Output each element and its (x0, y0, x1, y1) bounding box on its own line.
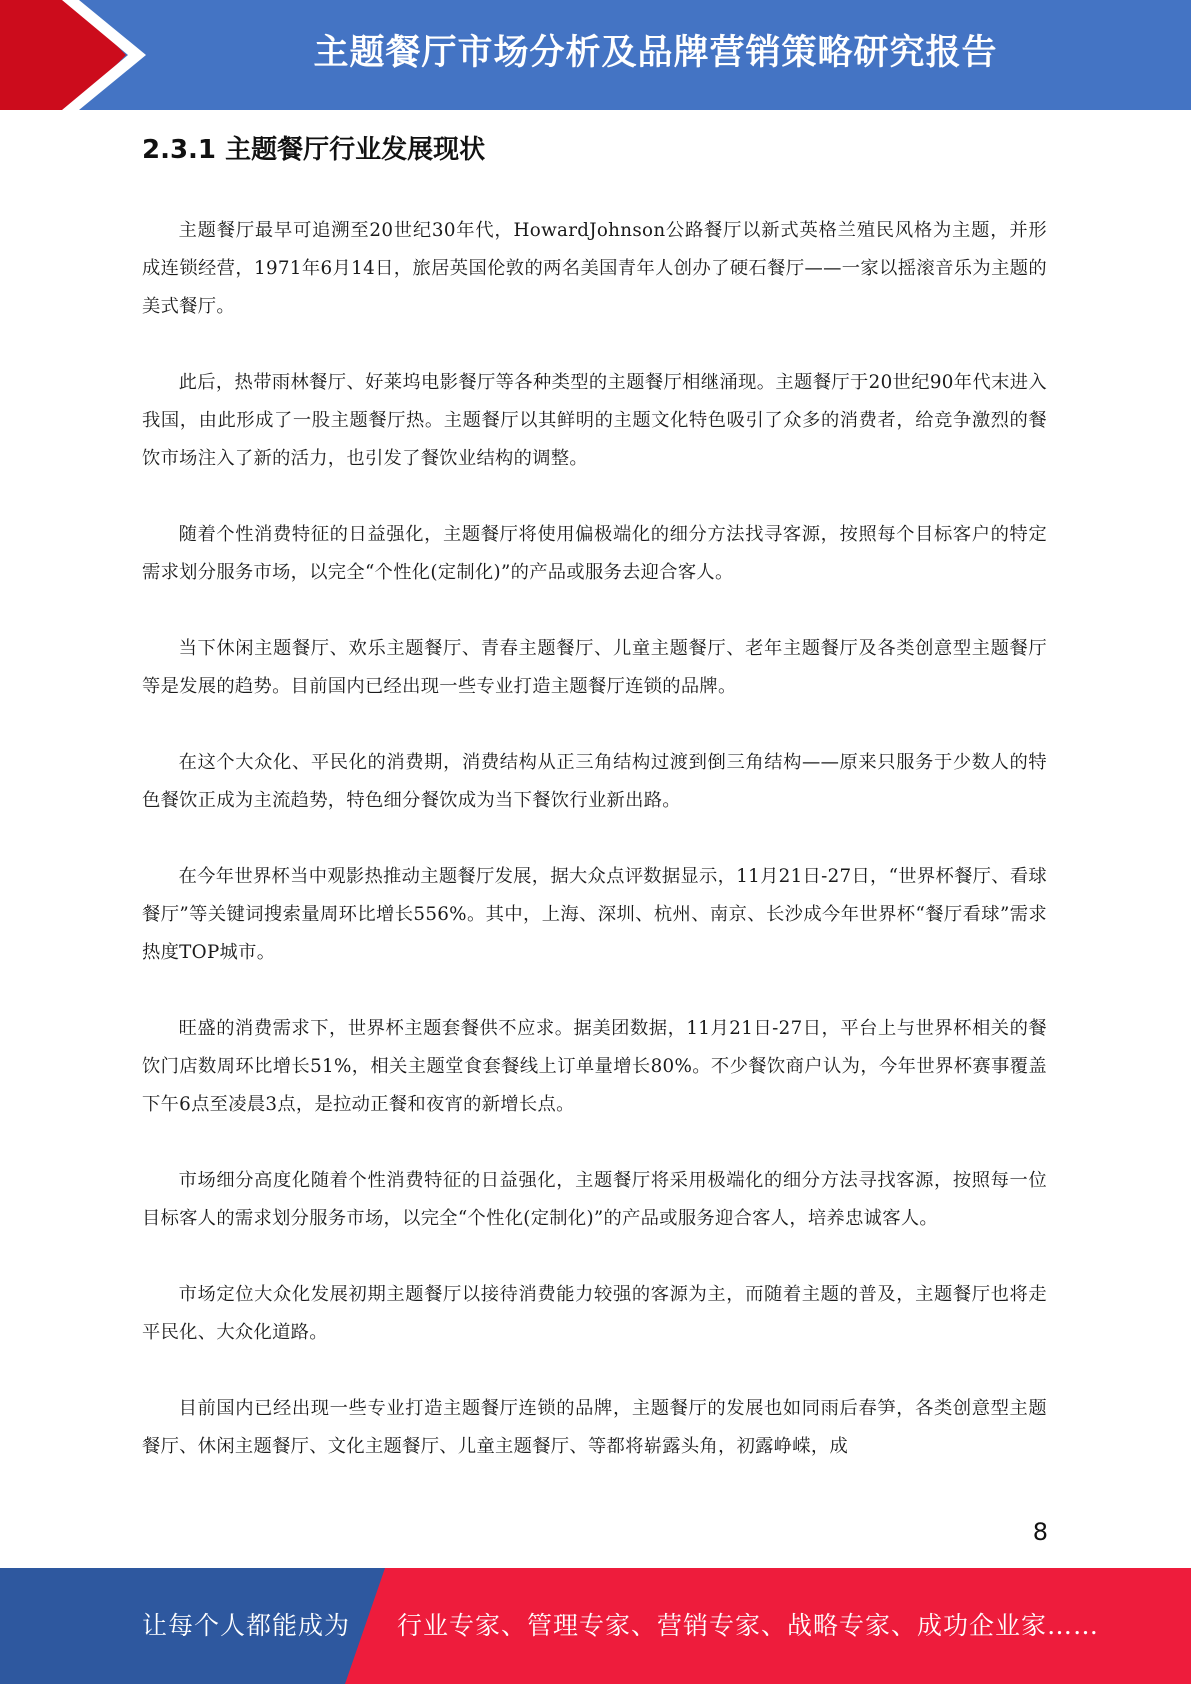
paragraph: 市场细分高度化随着个性消费特征的日益强化，主题餐厅将采用极端化的细分方法寻找客源，按照每一位目标客人的需求划分服务市场，以完全“个性化(定制化)”的产品或服务迎合客人，培养忠诚客人。 (142, 1170, 1047, 1229)
report-title: 主题餐厅市场分析及品牌营销策略研究报告 (313, 33, 998, 73)
body-text (142, 212, 1047, 1514)
footer-banner (0, 1568, 1191, 1684)
paragraph: 在这个大众化、平民化的消费期，消费结构从正三角结构过渡到倒三角结构——原来只服务于少数人的特色餐饮正成为主流趋势，特色细分餐饮成为当下餐饮行业新出路。 (142, 752, 1047, 811)
paragraph: 目前国内已经出现一些专业打造主题餐厅连锁的品牌，主题餐厅的发展也如同雨后春笋，各类创意型主题餐厅、休闲主题餐厅、文化主题餐厅、儿童主题餐厅、等都将崭露头角，初露峥嵘，成 (142, 1398, 1047, 1457)
page-number: 8 (1032, 1518, 1048, 1546)
header-red-arrow (0, 0, 150, 110)
footer-slogan-right: 行业专家、管理专家、营销专家、战略专家、成功企业家…… (397, 1611, 1100, 1640)
paragraph: 主题餐厅最早可追溯至20世纪30年代，HowardJohnson公路餐厅以新式英格兰殖民风格为主题，并形成连锁经营，1971年6月14日，旅居英国伦敦的两名美国青年人创办了硬石餐厅——一家以摇滚音乐为主题的美式餐厅。 (142, 220, 1047, 317)
paragraph: 在今年世界杯当中观影热推动主题餐厅发展，据大众点评数据显示，11月21日-27日，“世界杯餐厅、看球餐厅”等关键词搜索量周环比增长556%。其中，上海、深圳、杭州、南京、长沙成今年世界杯“餐厅看球”需求热度TOP城市。 (142, 866, 1047, 963)
paragraph: 旺盛的消费需求下，世界杯主题套餐供不应求。据美团数据，11月21日-27日，平台上与世界杯相关的餐饮门店数周环比增长51%，相关主题堂食套餐线上订单量增长80%。不少餐饮商户认为，今年世界杯赛事覆盖下午6点至凌晨3点，是拉动正餐和夜宵的新增长点。 (142, 1018, 1047, 1115)
paragraph: 市场定位大众化发展初期主题餐厅以接待消费能力较强的客源为主，而随着主题的普及，主题餐厅也将走平民化、大众化道路。 (142, 1284, 1047, 1343)
paragraph: 随着个性消费特征的日益强化，主题餐厅将使用偏极端化的细分方法找寻客源，按照每个目标客户的特定需求划分服务市场，以完全“个性化(定制化)”的产品或服务去迎合客人。 (142, 524, 1047, 583)
paragraph: 当下休闲主题餐厅、欢乐主题餐厅、青春主题餐厅、儿童主题餐厅、老年主题餐厅及各类创意型主题餐厅等是发展的趋势。目前国内已经出现一些专业打造主题餐厅连锁的品牌。 (142, 638, 1047, 697)
header-banner (0, 0, 1191, 110)
paragraph: 此后，热带雨林餐厅、好莱坞电影餐厅等各种类型的主题餐厅相继涌现。主题餐厅于20世纪90年代末进入我国，由此形成了一股主题餐厅热。主题餐厅以其鲜明的主题文化特色吸引了众多的消费者，给竞争激烈的餐饮市场注入了新的活力，也引发了餐饮业结构的调整。 (142, 372, 1047, 469)
section-heading: 2.3.1 主题餐厅行业发展现状 (142, 135, 486, 165)
footer-slogan-left: 让每个人都能成为 (142, 1611, 351, 1640)
